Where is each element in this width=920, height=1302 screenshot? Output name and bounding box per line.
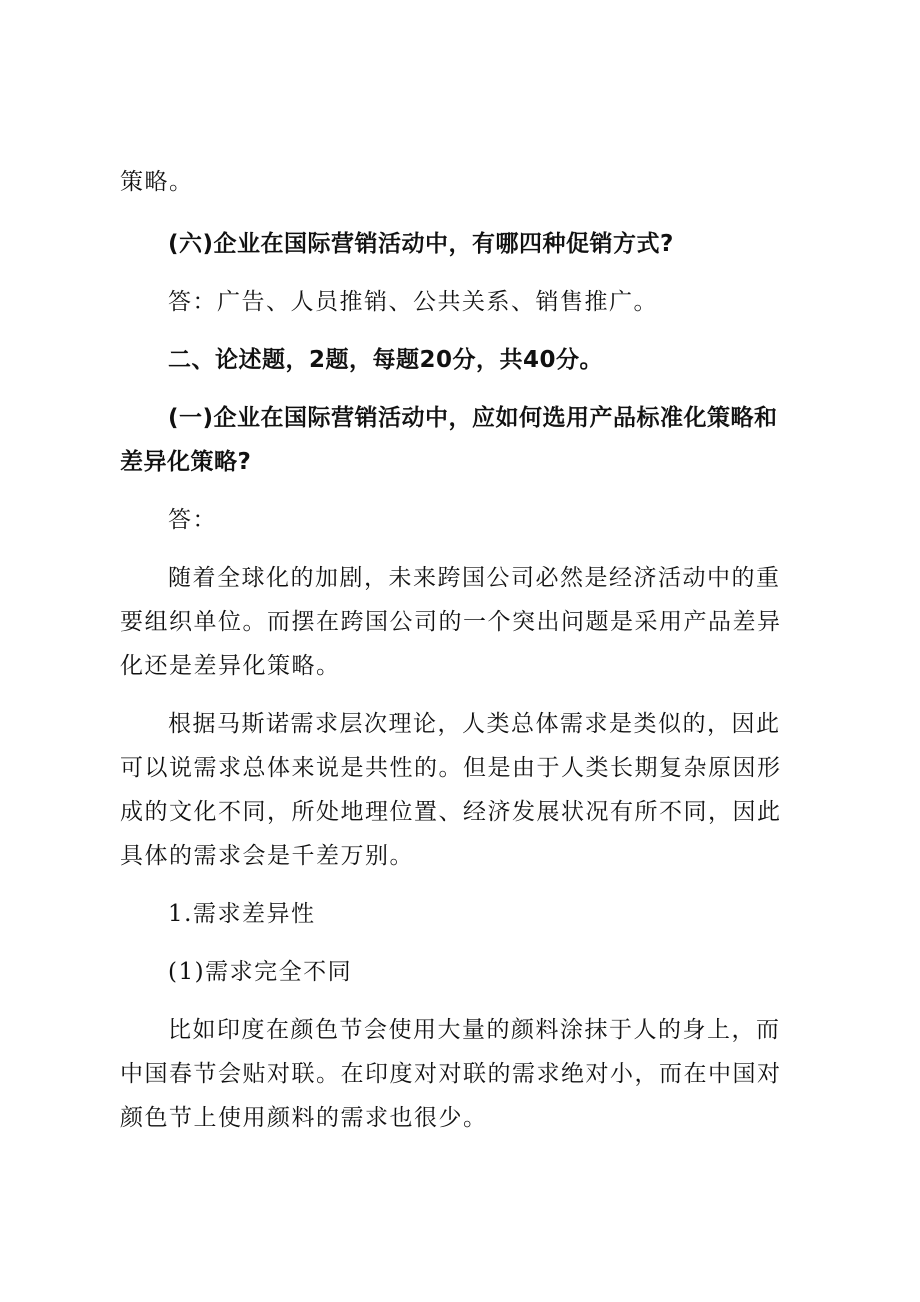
question-heading-1: (一)企业在国际营销活动中，应如何选用产品标准化策略和差异化策略? <box>120 405 778 475</box>
subheading: (1)需求完全不同 <box>168 959 353 985</box>
body-paragraph: 根据马斯诺需求层次理论，人类总体需求是类似的，因此可以说需求总体来说是共性的。但是由于人类长期复杂原因形成的文化不同，所处地理位置、经济发展状况有所不同，因此具体的需求会是千差万别。 <box>120 711 782 869</box>
body-paragraph: 随着全球化的加剧，未来跨国公司必然是经济活动中的重要组织单位。而摆在跨国公司的一个突出问题是采用产品差异化还是差异化策略。 <box>120 565 782 679</box>
answer-label: 答： <box>168 507 217 533</box>
answer-text: 答：广告、人员推销、公共关系、销售推广。 <box>168 289 658 315</box>
section-heading: 二、论述题，2题，每题20分，共40分。 <box>168 347 604 373</box>
body-paragraph: 比如印度在颜色节会使用大量的颜料涂抹于人的身上，而中国春节会贴对联。在印度对对联的需求绝对小，而在中国对颜色节上使用颜料的需求也很少。 <box>120 1017 782 1131</box>
subheading: 1.需求差异性 <box>168 901 316 927</box>
document-page <box>120 160 785 1140</box>
question-heading-6: (六)企业在国际营销活动中，有哪四种促销方式? <box>168 231 674 257</box>
continued-text: 策略。 <box>120 169 194 195</box>
